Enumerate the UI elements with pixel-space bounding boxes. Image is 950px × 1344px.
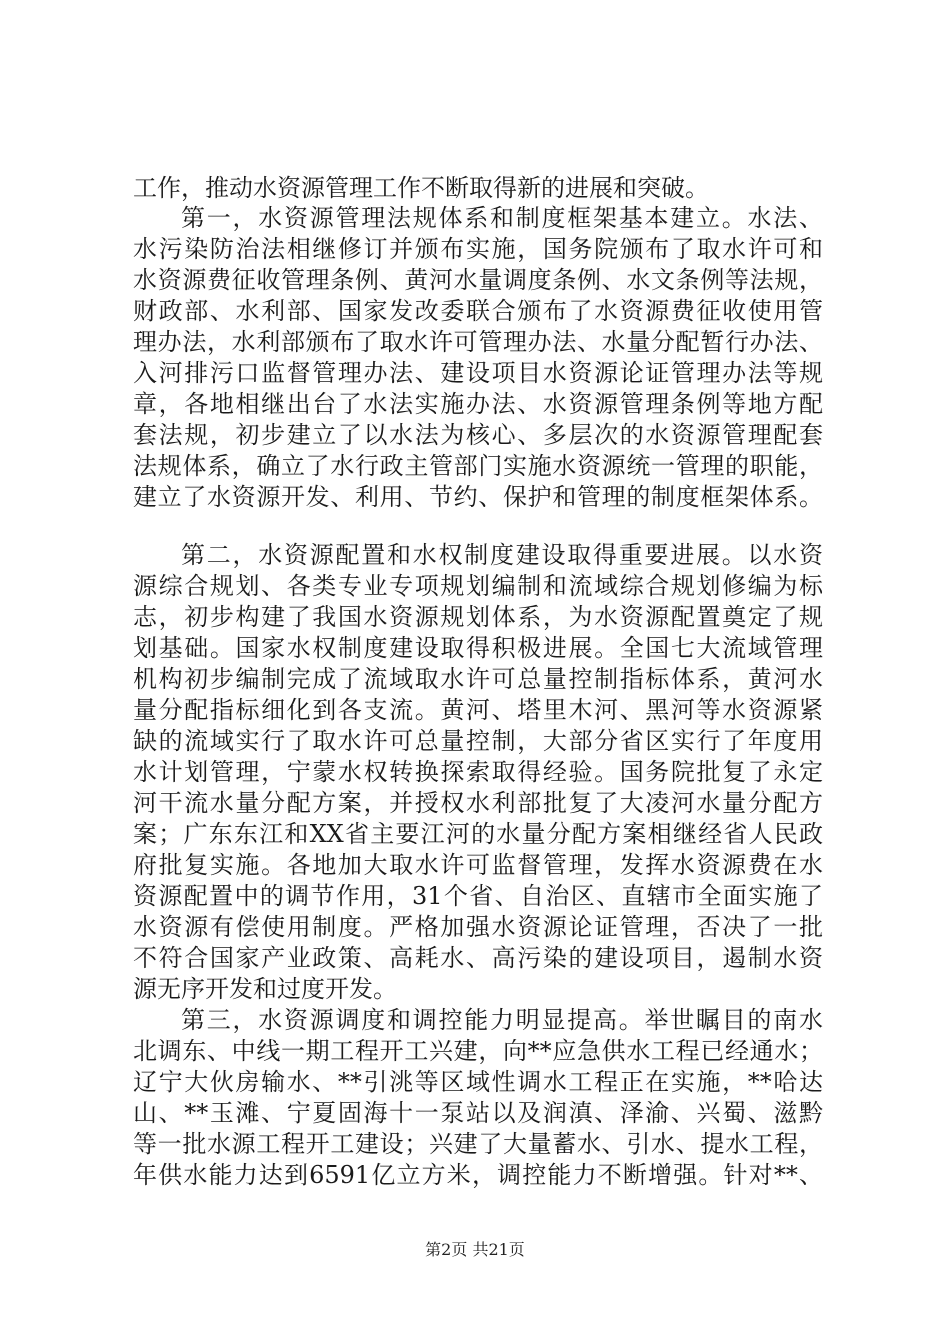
text-line: 北调东、中线一期工程开工兴建，向**应急供水工程已经通水； bbox=[133, 1037, 823, 1065]
text-line: 河干流水量分配方案，并授权水利部批复了大凌河水量分配方 bbox=[133, 789, 823, 817]
text-line: 法规体系，确立了水行政主管部门实施水资源统一管理的职能， bbox=[133, 452, 823, 480]
paragraph-first-line: 第二，水资源配置和水权制度建设取得重要进展。以水资 bbox=[181, 541, 823, 569]
text-line: 缺的流域实行了取水许可总量控制，大部分省区实行了年度用 bbox=[133, 727, 823, 755]
text-line: 资源配置中的调节作用，31个省、自治区、直辖市全面实施了 bbox=[133, 882, 823, 910]
text-line: 建立了水资源开发、利用、节约、保护和管理的制度框架体系。 bbox=[133, 483, 823, 511]
text-line: 辽宁大伙房输水、**引洮等区域性调水工程正在实施，**哈达 bbox=[133, 1068, 823, 1096]
text-line: 等一批水源工程开工建设；兴建了大量蓄水、引水、提水工程， bbox=[133, 1130, 823, 1158]
text-line: 理办法，水利部颁布了取水许可管理办法、水量分配暂行办法、 bbox=[133, 328, 823, 356]
text-line: 源综合规划、各类专业专项规划编制和流域综合规划修编为标 bbox=[133, 572, 823, 600]
text-line: 水资源费征收管理条例、黄河水量调度条例、水文条例等法规， bbox=[133, 266, 823, 294]
text-line: 章，各地相继出台了水法实施办法、水资源管理条例等地方配 bbox=[133, 390, 823, 418]
text-line: 年供水能力达到6591亿立方米，调控能力不断增强。针对**、 bbox=[133, 1161, 823, 1189]
text-line: 水资源有偿使用制度。严格加强水资源论证管理，否决了一批 bbox=[133, 913, 823, 941]
text-line: 入河排污口监督管理办法、建设项目水资源论证管理办法等规 bbox=[133, 359, 823, 387]
text-line: 量分配指标细化到各支流。黄河、塔里木河、黑河等水资源紧 bbox=[133, 696, 823, 724]
text-line: 套法规，初步建立了以水法为核心、多层次的水资源管理配套 bbox=[133, 421, 823, 449]
text-line: 水污染防治法相继修订并颁布实施，国务院颁布了取水许可和 bbox=[133, 235, 823, 263]
text-line: 山、**玉滩、宁夏固海十一泵站以及润滇、泽渝、兴蜀、滋黔 bbox=[133, 1099, 823, 1127]
text-line: 志，初步构建了我国水资源规划体系，为水资源配置奠定了规 bbox=[133, 603, 823, 631]
paragraph-first-line: 第三，水资源调度和调控能力明显提高。举世瞩目的南水 bbox=[181, 1006, 823, 1034]
page-number-footer: 第2页 共21页 bbox=[425, 1240, 525, 1259]
paragraph-first-line: 第一，水资源管理法规体系和制度框架基本建立。水法、 bbox=[181, 204, 823, 232]
text-line: 府批复实施。各地加大取水许可监督管理，发挥水资源费在水 bbox=[133, 851, 823, 879]
text-line: 案；广东东江和XX省主要江河的水量分配方案相继经省人民政 bbox=[133, 820, 823, 848]
text-line: 机构初步编制完成了流域取水许可总量控制指标体系，黄河水 bbox=[133, 665, 823, 693]
text-line: 不符合国家产业政策、高耗水、高污染的建设项目，遏制水资 bbox=[133, 944, 823, 972]
text-line: 工作，推动水资源管理工作不断取得新的进展和突破。 bbox=[133, 174, 709, 202]
text-line: 划基础。国家水权制度建设取得积极进展。全国七大流域管理 bbox=[133, 634, 823, 662]
text-line: 财政部、水利部、国家发改委联合颁布了水资源费征收使用管 bbox=[133, 297, 823, 325]
text-line: 水计划管理，宁蒙水权转换探索取得经验。国务院批复了永定 bbox=[133, 758, 823, 786]
text-line: 源无序开发和过度开发。 bbox=[133, 975, 397, 1003]
